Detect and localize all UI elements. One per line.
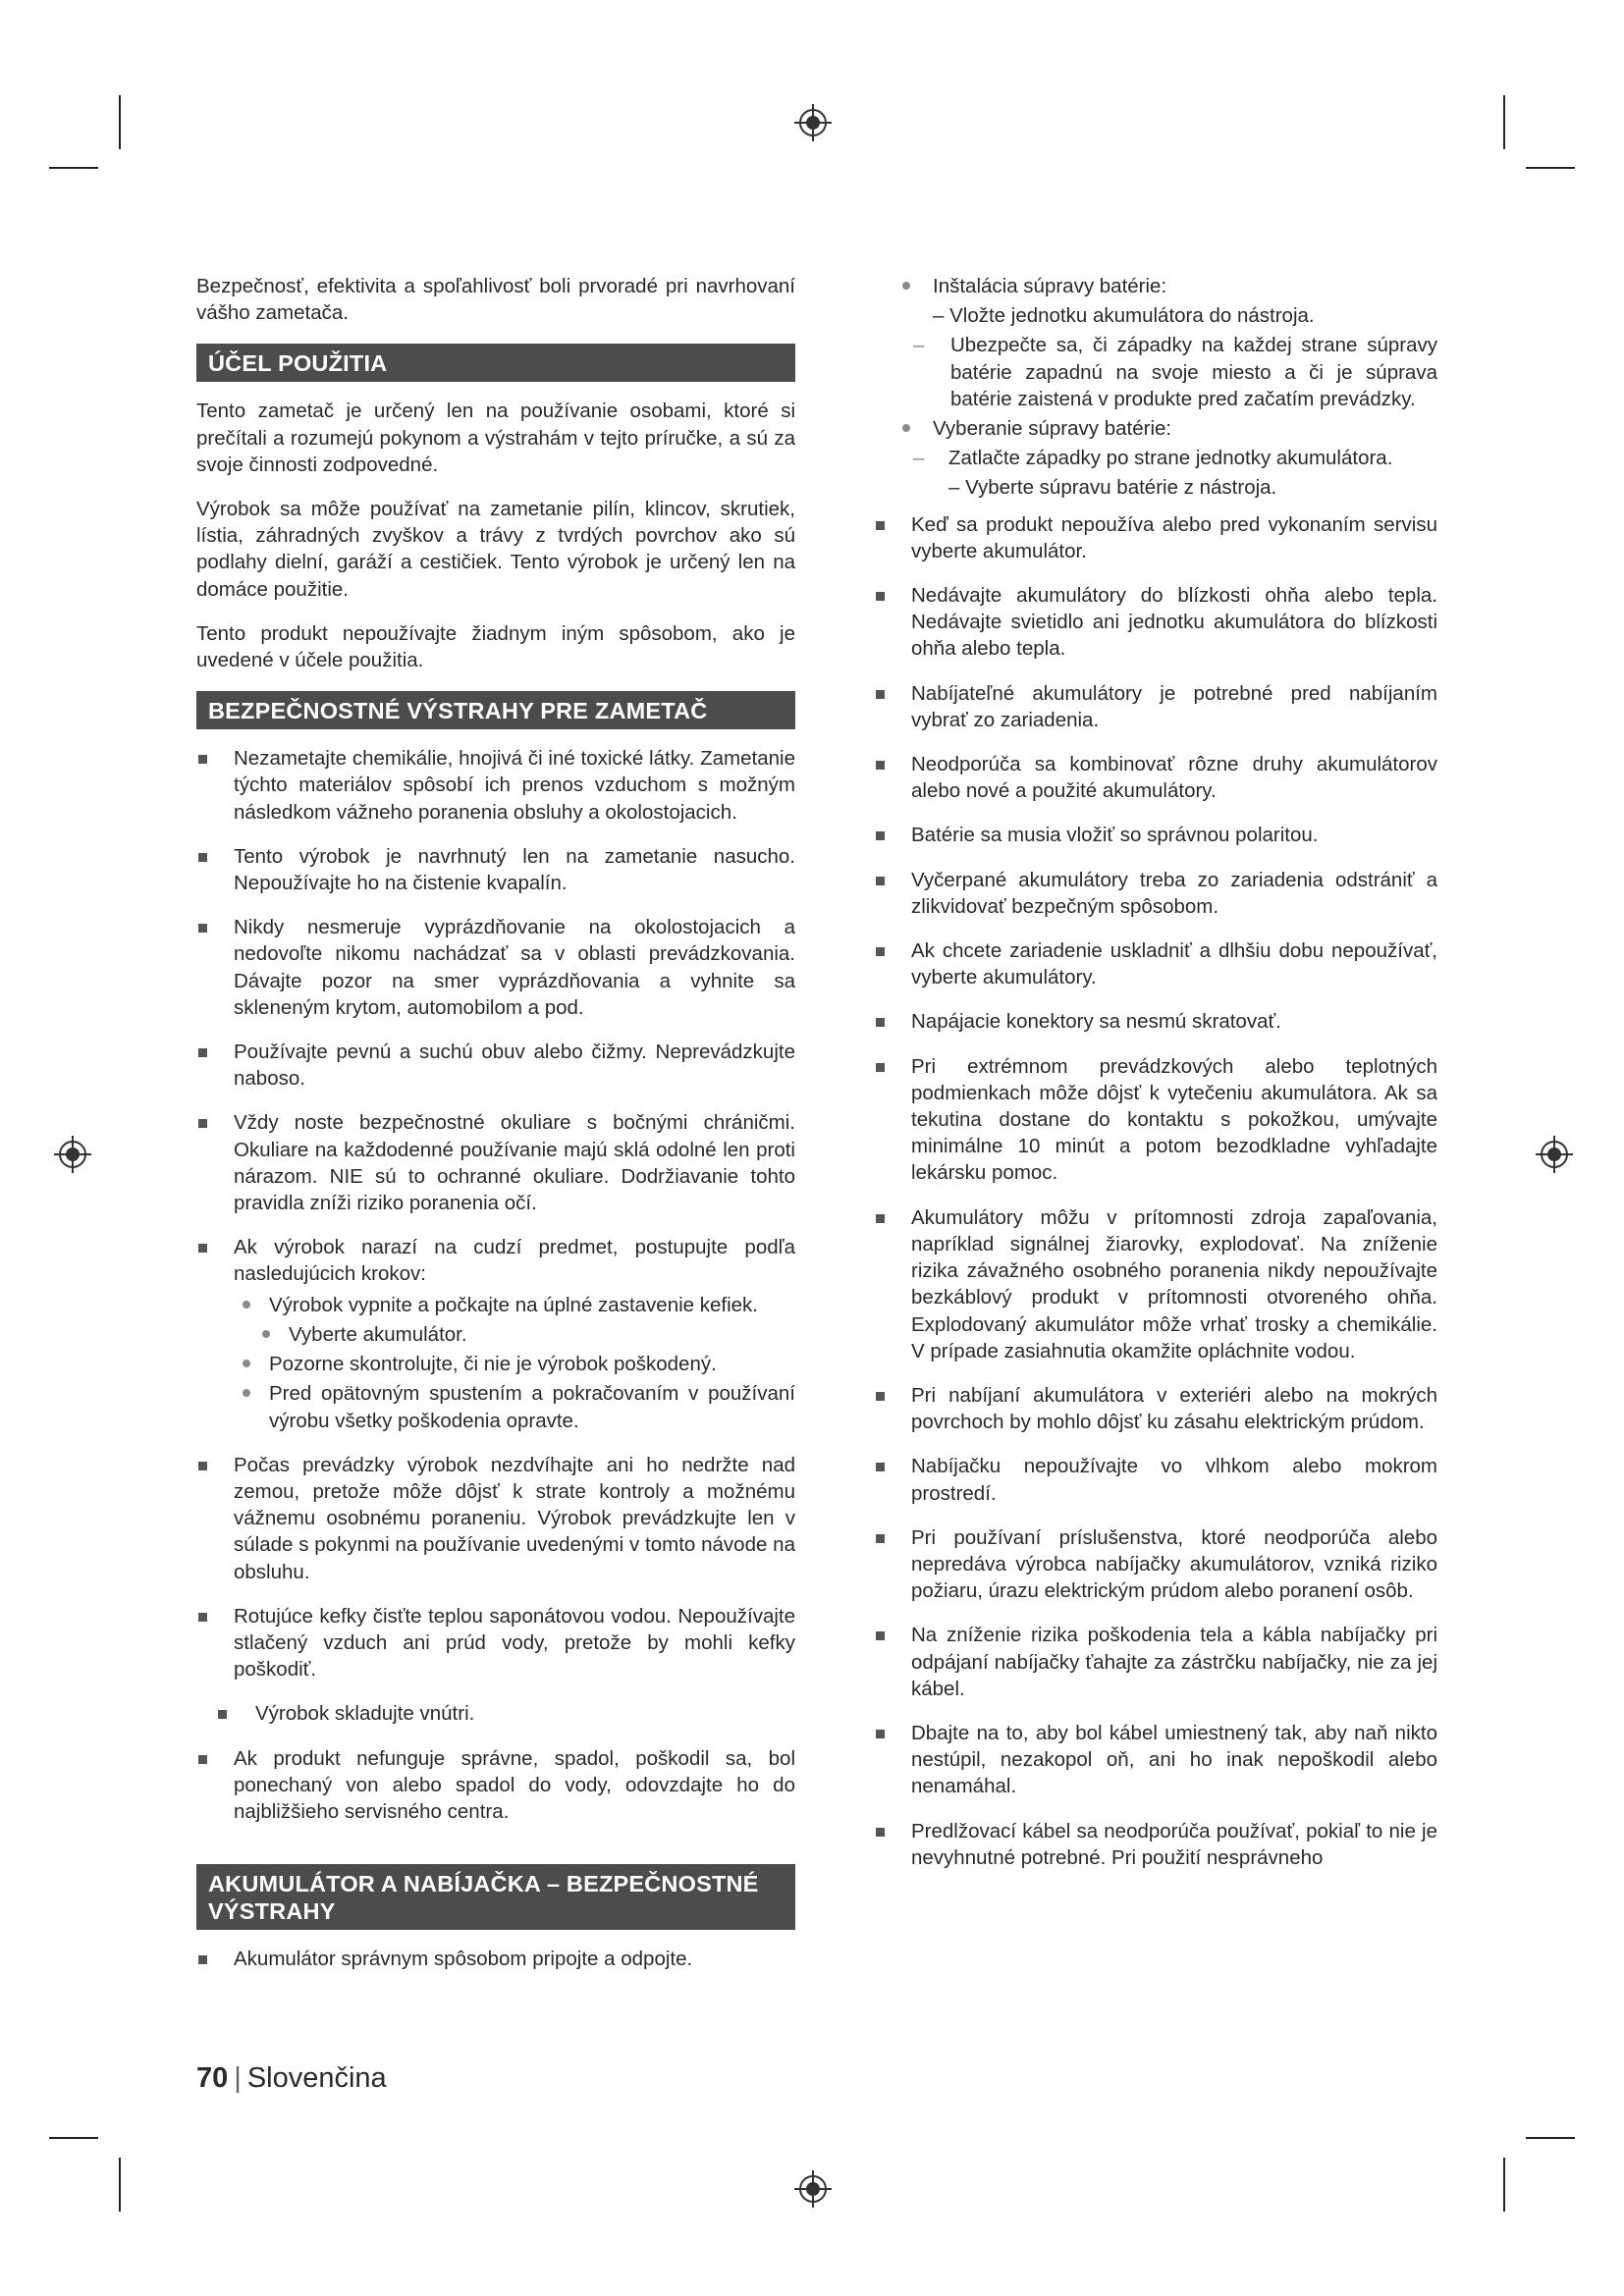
bullet-square-icon [198, 924, 207, 933]
crop-mark [119, 95, 121, 149]
sub-list-item [874, 273, 1437, 299]
warning-text: Akumulátor správnym spôsobom pripojte a odpojte. [234, 1948, 693, 1971]
bullet-dot-icon [902, 282, 910, 290]
registration-mark-icon [1535, 1135, 1574, 1174]
warning-text: Ak výrobok narazí na cudzí predmet, postupujte podľa nasledujúcich krokov: [234, 1236, 795, 1286]
purpose-paragraph: Výrobok sa môže používať na zametanie pilín, klincov, skrutiek, lístia, záhradných zvyškov a trávy z tvrdých povrchov ako sú podlahy dielní, garáží a cestičiek. Tento výrobok je určený len na domáce použitie. [196, 498, 795, 601]
sub-list-item [874, 332, 1437, 412]
warning-text: Na zníženie rizika poškodenia tela a kábla nabíjačky pri odpájaní nabíjačky ťahajte za zástrčku nabíjačky, nie za jej kábel. [911, 1624, 1437, 1700]
footer-separator: | [234, 2062, 242, 2094]
list-item [874, 822, 1437, 848]
warning-text: Dbajte na to, aby bol kábel umiestnený tak, aby naň nikto nestúpil, nezakopol oň, ani ho inak nepoškodil alebo nenamáhal. [911, 1721, 1437, 1798]
list-item [874, 680, 1437, 733]
list-item [196, 1603, 795, 1683]
bullet-square-icon [876, 761, 885, 770]
step-text: Pozorne skontrolujte, či nie je výrobok poškodený. [269, 1353, 717, 1376]
bullet-square-icon [876, 1018, 885, 1027]
list-item [196, 914, 795, 1021]
warning-text: Vždy noste bezpečnostné okuliare s bočnými chráničmi. Okuliare na každodenné používanie majú sklá odolné len proti nárazom. NIE sú to ochranné okuliare. Dodržiavanie tohto pravidla zníži riziko poranenia očí. [234, 1111, 795, 1215]
warning-text: Rotujúce kefky čisťte teplou saponátovou vodou. Nepoužívajte stlačený vzduch ani prúd vody, pretože by mohli kefky poškodiť. [234, 1604, 795, 1682]
purpose-paragraph: Tento zametač je určený len na používanie osobami, ktoré si prečítali a rozumejú pokynom a výstrahám v tejto príručke, a sú za svoje činnosti zodpovedné. [196, 400, 795, 476]
warning-text: Nedávajte akumulátory do blízkosti ohňa alebo tepla. Nedávajte svietidlo ani jednotku akumulátora do blízkosti ohňa alebo tepla. [911, 584, 1437, 661]
sub-list [234, 1292, 795, 1434]
warning-text: Keď sa produkt nepoužíva alebo pred vykonaním servisu vyberte akumulátor. [911, 512, 1437, 562]
section-heading-battery-warnings: AKUMULÁTOR A NABÍJAČKA – BEZPEČNOSTNÉ VÝSTRAHY [196, 1864, 795, 1930]
right-column [874, 273, 1437, 1889]
step-text: Výrobok vypnite a počkajte na úplné zastavenie kefiek. [269, 1293, 758, 1316]
bullet-square-icon [198, 1048, 207, 1057]
sub-list-item [234, 1380, 795, 1433]
footer-language: Slovenčina [246, 2062, 387, 2094]
sub-list-item [874, 302, 1437, 329]
crop-mark [49, 2137, 98, 2139]
bullet-dot-icon [243, 1301, 250, 1308]
list-item [874, 1382, 1437, 1435]
sub-list-item [234, 1321, 795, 1348]
warning-text: Pri extrémnom prevádzkových alebo teplotných podmienkach môže dôjsť k vytečeniu akumulátora. Ak sa tekutina dostane do kontaktu s pokožkou, umývajte minimálne 10 minút a potom bezodkladne vyhľadajte lekársku pomoc. [911, 1054, 1437, 1185]
bullet-square-icon [198, 755, 207, 764]
bullet-dot-icon [262, 1330, 270, 1338]
registration-mark-icon [53, 1135, 92, 1174]
section-heading-purpose: ÚČEL POUŽITIA [196, 344, 795, 382]
list-item [196, 1234, 795, 1433]
warning-text: Predlžovací kábel sa neodporúča používať, pokiaľ to nie je nevyhnutné potrebné. Pri použití nesprávneho [911, 1819, 1437, 1869]
bullet-square-icon [876, 690, 885, 699]
warning-text: Pri nabíjaní akumulátora v exteriéri alebo na mokrých povrchoch by mohlo dôjsť ku zásahu elektrickým prúdom. [911, 1383, 1437, 1434]
crop-mark [49, 167, 98, 169]
bullet-square-icon [876, 1463, 885, 1471]
list-item [874, 1053, 1437, 1187]
bullet-square-icon [198, 853, 207, 862]
bullet-dot-icon [902, 424, 910, 432]
crop-mark [1526, 167, 1575, 169]
section-heading-sweeper-warnings: BEZPEČNOSTNÉ VÝSTRAHY PRE ZAMETAČ [196, 691, 795, 729]
bullet-square-icon [876, 1730, 885, 1738]
remove-step-text: Zatlačte západky po strane jednotky akumulátora. [948, 447, 1393, 470]
list-item [196, 843, 795, 896]
warning-text: Počas prevádzky výrobok nezdvíhajte ani ho nedržte nad zemou, pretože môže dôjsť k strate kontroly a možnému vážnemu osobnému poraneniu. Výrobok prevádzkujte len v súlade s pokynmi na používanie uvedenými v tomto návode na obsluhu. [234, 1453, 795, 1583]
remove-title: Vyberanie súpravy batérie: [933, 417, 1172, 441]
registration-mark-icon [793, 103, 833, 142]
list-item [196, 1946, 795, 1972]
warning-text: Pri používaní príslušenstva, ktoré neodporúča alebo nepredáva výrobca nabíjačky akumulátorov, vzniká riziko požiaru, úrazu elektrickým prúdom alebo poranení osôb. [911, 1525, 1437, 1603]
dash-marker: – [913, 334, 925, 357]
list-item [874, 1008, 1437, 1035]
list-item [196, 1039, 795, 1092]
bullet-square-icon [876, 877, 885, 885]
sub-list-item [874, 445, 1437, 471]
list-item [196, 1109, 795, 1216]
list-item [874, 1524, 1437, 1605]
warning-text: Nikdy nesmeruje vyprázdňovanie na okolostojacich a nedovoľte nikomu nachádzať sa v oblasti prevádzkovania. Dávajte pozor na smer vyprázdňovania a vyhnite sa skleneným krytom, automobilom a pod. [234, 916, 795, 1019]
list-item [196, 745, 795, 826]
bullet-square-icon [876, 947, 885, 956]
list-item [874, 1622, 1437, 1702]
sub-list-item [234, 1351, 795, 1377]
list-item [874, 937, 1437, 990]
bullet-square-icon [876, 592, 885, 601]
install-step-text: – Vložte jednotku akumulátora do nástroja. [933, 304, 1315, 328]
bullet-square-icon [876, 831, 885, 840]
remove-step-text: – Vyberte súpravu batérie z nástroja. [948, 476, 1277, 500]
list-item [874, 511, 1437, 564]
warning-text: Vyčerpané akumulátory treba zo zariadenia odstrániť a zlikvidovať bezpečným spôsobom. [911, 868, 1437, 918]
list-item [196, 1700, 795, 1727]
registration-mark-icon [793, 2169, 833, 2209]
page-footer [196, 2061, 387, 2095]
list-item [874, 582, 1437, 663]
install-step-text: Ubezpečte sa, či západky na každej strane súpravy batérie zapadnú na svoje miesto a či je súprava batérie zaistená v produkte pred začatím prevádzky. [950, 334, 1437, 410]
purpose-paragraph: Tento produkt nepoužívajte žiadnym iným spôsobom, ako je uvedené v účele použitia. [196, 621, 795, 672]
step-text: Vyberte akumulátor. [289, 1322, 467, 1346]
bullet-dot-icon [243, 1389, 250, 1397]
warning-text: Batérie sa musia vložiť so správnou polaritou. [911, 824, 1319, 847]
list-item [874, 1818, 1437, 1871]
sub-list-item [874, 474, 1437, 501]
list-item [196, 1745, 795, 1826]
bullet-square-icon [876, 1063, 885, 1072]
warning-text: Napájacie konektory sa nesmú skratovať. [911, 1010, 1281, 1034]
warning-text: Nezametajte chemikálie, hnojivá či iné toxické látky. Zametanie týchto materiálov spôsobí ich prenos vzduchom s možným následkom vážneho poranenia obsluhy a okolostojacich. [234, 747, 795, 824]
warning-text: Výrobok skladujte vnútri. [255, 1702, 475, 1726]
crop-mark [1503, 95, 1505, 149]
bullet-square-icon [218, 1710, 227, 1719]
intro-paragraph: Bezpečnosť, efektivita a spoľahlivosť boli prvoradé pri navrhovaní vášho zametača. [196, 275, 795, 325]
list-item [874, 1204, 1437, 1364]
list-item [874, 1453, 1437, 1506]
step-text: Pred opätovným spustením a pokračovaním v používaní výrobu všetky poškodenia opravte. [269, 1382, 795, 1432]
warning-text: Ak chcete zariadenie uskladniť a dlhšiu dobu nepoužívať, vyberte akumulátory. [911, 939, 1437, 989]
warning-text: Neodporúča sa kombinovať rôzne druhy akumulátorov alebo nové a použité akumulátory. [911, 753, 1437, 803]
bullet-square-icon [198, 1613, 207, 1622]
crop-mark [119, 2158, 121, 2212]
sub-list-item [234, 1292, 795, 1318]
bullet-square-icon [876, 521, 885, 530]
warning-text: Ak produkt nefunguje správne, spadol, poškodil sa, bol ponechaný von alebo spadol do vody, odovzdajte ho do najbližšieho servisného centra. [234, 1746, 795, 1823]
sub-list-item [874, 415, 1437, 442]
warning-text: Tento výrobok je navrhnutý len na zametanie nasucho. Nepoužívajte ho na čistenie kvapalín. [234, 844, 795, 895]
left-column [196, 273, 795, 1990]
list-item [874, 1720, 1437, 1800]
battery-install-list [874, 273, 1437, 502]
page-number: 70 [196, 2062, 229, 2094]
bullet-dot-icon [243, 1360, 250, 1367]
bullet-square-icon [198, 1244, 207, 1253]
list-item [874, 867, 1437, 920]
crop-mark [1503, 2158, 1505, 2212]
bullet-square-icon [876, 1214, 885, 1223]
bullet-square-icon [198, 1119, 207, 1128]
bullet-square-icon [876, 1534, 885, 1543]
install-title: Inštalácia súpravy batérie: [933, 275, 1167, 297]
list-item [196, 1452, 795, 1585]
bullet-square-icon [876, 1828, 885, 1837]
bullet-square-icon [198, 1755, 207, 1764]
warning-text: Používajte pevnú a suchú obuv alebo čižmy. Neprevádzkujte naboso. [234, 1041, 795, 1091]
bullet-square-icon [198, 1955, 207, 1964]
dash-marker: – [913, 447, 925, 470]
warning-text: Nabíjateľné akumulátory je potrebné pred nabíjaním vybrať zo zariadenia. [911, 681, 1437, 731]
crop-mark [1526, 2137, 1575, 2139]
warning-text: Nabíjačku nepoužívajte vo vlhkom alebo mokrom prostredí. [911, 1455, 1437, 1505]
bullet-square-icon [198, 1462, 207, 1470]
list-item [874, 751, 1437, 804]
bullet-square-icon [876, 1392, 885, 1401]
warning-text: Akumulátory môžu v prítomnosti zdroja zapaľovania, napríklad signálnej žiarovky, explodovať. Na zníženie rizika závažného osobného poranenia nikdy nepoužívajte bezkáblový produkt v prítomnosti otvoreného ohňa. Explodovaný akumulátor môže vrhať trosky a chemikálie. V prípade zasiahnutia okamžite opláchnite vodou. [911, 1205, 1437, 1362]
bullet-square-icon [876, 1631, 885, 1640]
